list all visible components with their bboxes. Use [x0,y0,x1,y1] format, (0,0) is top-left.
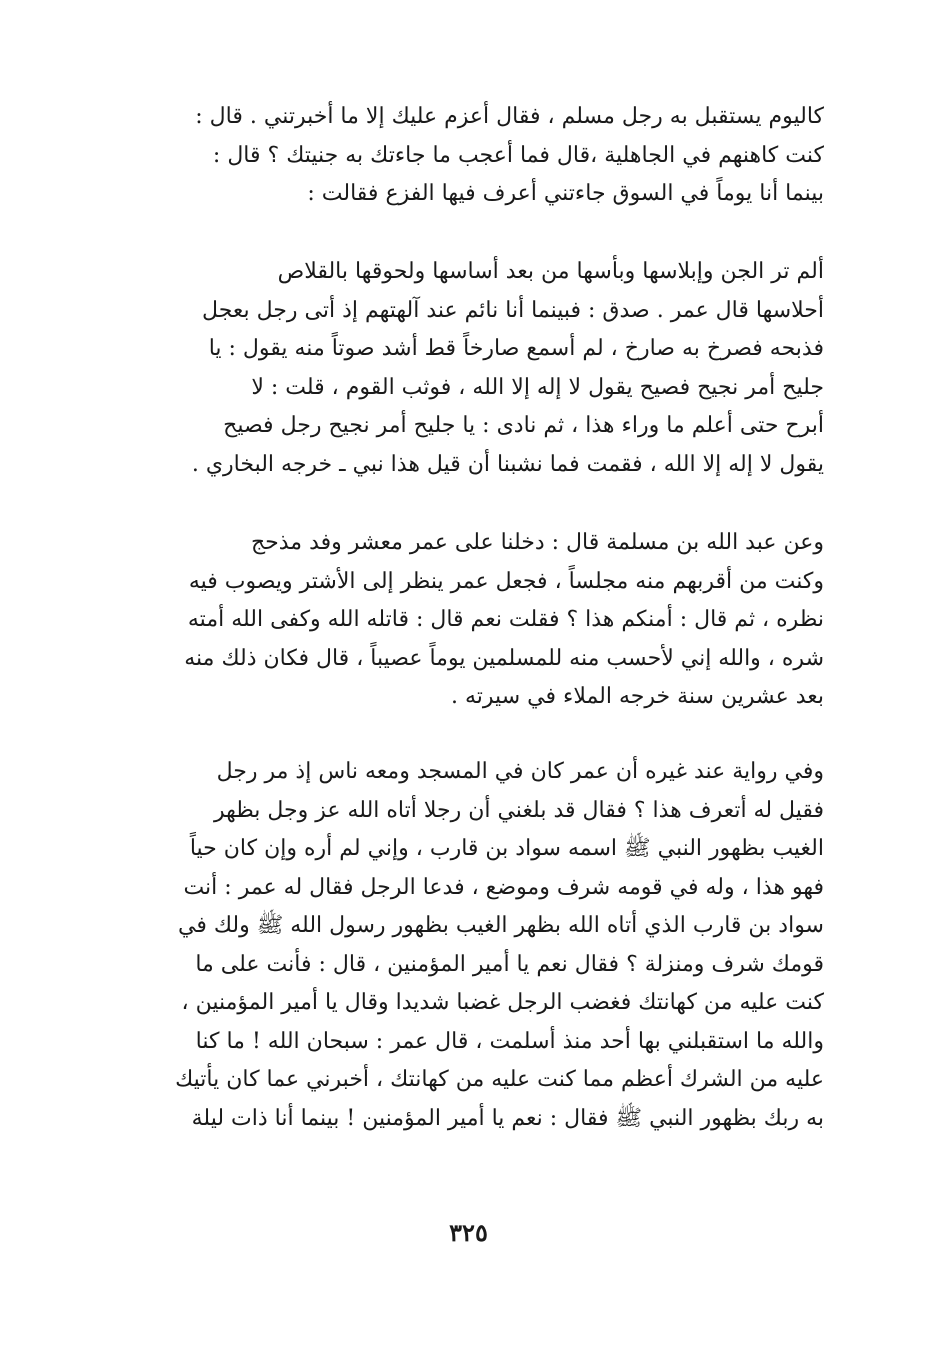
text-line: كنت كاهنهم في الجاهلية ،قال فما أعجب ما جاءتك به جنيتك ؟ قال : [212,142,824,168]
text-line: كنت عليه من كهانتك فغضب الرجل غضبا شديدا وقال يا أمير المؤمنين ، [181,990,824,1015]
text-line: جليح أمر نجيح فصيح يقول لا إله إلا الله ، فوثب القوم ، قلت : لا [251,374,824,400]
text-line: شره ، والله إني لأحسب منه للمسلمين يوماً عصيباً ، قال فكان ذلك منه [184,645,824,671]
paragraph-3 [172,524,824,717]
paragraph-2 [172,253,824,484]
paragraph-1 [172,98,824,214]
text-line: يقول لا إله إلا الله ، فقمت فما نشبنا أن قيل هذا نبي ـ خرجه البخاري . [191,451,824,477]
page-number: ٣٢٥ [449,1218,488,1247]
text-line: بينما أنا يوماً في السوق جاءتني أعرف فيها الفزع فقالت : [307,181,824,206]
text-line: بعد عشرين سنة خرجه الملاء في سيرته . [451,684,824,709]
text-line: كاليوم يستقبل به رجل مسلم ، فقال أعزم عليك إلا ما أخبرتني . قال : [195,104,824,129]
text-line: فهو هذا ، وله في قومه شرف وموضع ، فدعا الرجل فقال له عمر : أنت [183,874,824,900]
text-line: وعن عبد الله بن مسلمة قال : دخلنا على عمر معشر وفد مذحج [250,530,824,555]
text-line: ألم تر الجن وإبلاسها وبأسها من بعد أساسها ولحوقها بالقلاص [277,259,824,284]
text-line: أحلاسها قال عمر . صدق : فبينما أنا نائم عند آلهتهم إذ أتى رجل بعجل [202,297,824,323]
text-line: نظره ، ثم قال : أمنكم هذا ؟ فقلت نعم قال : قاتله الله وكفى الله أمته [187,607,824,632]
text-line: وكنت من أقربهم منه مجلساً ، فجعل عمر ينظر إلى الأشتر ويصوب فيه [188,568,824,594]
text-line: سواد بن قارب الذي أتاه الله بظهر الغيب بظهور رسول الله ﷺ ولك في [177,913,824,938]
text-line: قومك شرف ومنزلة ؟ فقال نعم يا أمير المؤمنين ، قال : فأنت على ما [195,951,824,977]
text-line: الغيب بظهور النبي ﷺ اسمه سواد بن قارب ، وإني لم أره وإن كان حياً [189,836,824,861]
text-line: وفي رواية عند غيره أن عمر كان في المسجد ومعه ناس إذ مر رجل [216,759,824,784]
text-line: به ربك بظهور النبي ﷺ فقال : نعم يا أمير المؤمنين ! بينما أنا ذات ليلة [191,1105,824,1131]
paragraph-4 [172,753,824,1138]
text-line: أبرح حتى أعلم ما وراء هذا ، ثم نادى : يا جليح أمر نجيح رجل فصيح [223,413,824,438]
text-line: والله ما استقبلني بها أحد منذ أسلمت ، قال عمر : سبحان الله ! ما كنا [195,1028,824,1054]
text-line: فذبحه فصرخ به صارخ ، لم أسمع صارخاً قط أشد صوتاً منه يقول : يا [208,336,824,361]
text-line: عليه من الشرك أعظم مما كنت عليه من كهانتك ، أخبرني عما كان يأتيك [175,1067,824,1092]
text-line: فقيل له أتعرف هذا ؟ فقال قد بلغني أن رجلا أتاه الله عز وجل بظهر [213,797,824,823]
